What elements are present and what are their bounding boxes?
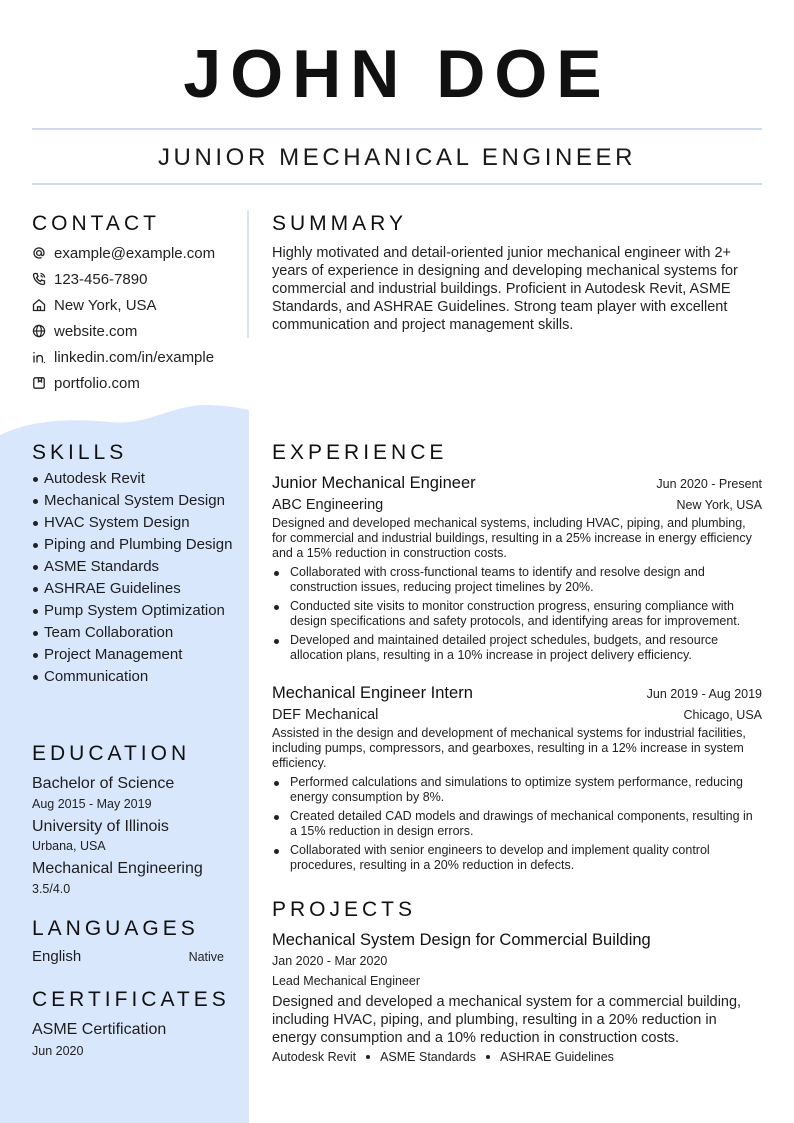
experience-heading: EXPERIENCE: [272, 441, 448, 464]
languages-heading: LANGUAGES: [32, 917, 199, 940]
job-title: Junior Mechanical Engineer: [272, 474, 476, 492]
education-gpa: 3.5/4.0: [32, 882, 71, 896]
header-divider-bottom: [32, 183, 762, 185]
education-degree: Bachelor of Science: [32, 775, 175, 792]
job-bullet: Performed calculations and simulations to optimize system performance, reducing energy consumption by 8%.: [272, 775, 762, 805]
skill-item: Mechanical System Design: [32, 492, 244, 510]
education-dates: Aug 2015 - May 2019: [32, 797, 152, 811]
job-bullet: Created detailed CAD models and drawings of mechanical components, resulting in a 15% reduction in design errors.: [272, 809, 762, 839]
language-item: [32, 948, 224, 965]
contact-linkedin-text: linkedin.com/in/example: [54, 348, 215, 366]
skill-item: Autodesk Revit: [32, 470, 244, 488]
contact-location: [32, 292, 242, 318]
job-title: JUNIOR MECHANICAL ENGINEER: [157, 144, 637, 171]
contact-email[interactable]: [32, 240, 242, 266]
contact-website-text: website.com: [54, 322, 138, 340]
job-company: ABC Engineering: [272, 497, 384, 513]
job-description: Assisted in the design and development of mechanical systems for industrial facilities, including pumps, compressors, and gearboxes, resulting in a 12% increase in system efficiency.: [272, 726, 746, 770]
job-company: DEF Mechanical: [272, 707, 379, 723]
language-level: Native: [188, 950, 224, 964]
job-title: Mechanical Engineer Intern: [272, 684, 473, 702]
job-description: Designed and developed mechanical systems, including HVAC, piping, and plumbing, for commercial and industrial buildings, resulting in a 25% increase in energy efficiency and a 15% reduction in construction costs.: [272, 516, 752, 560]
contact-phone-text: 123-456-7890: [54, 270, 148, 288]
contact-website[interactable]: [32, 318, 242, 344]
project-tag: ASME Standards: [380, 1050, 476, 1064]
education-field: Mechanical Engineering: [32, 860, 203, 877]
home-icon: [32, 298, 46, 312]
job-bullet: Collaborated with senior engineers to develop and implement quality control procedures, resulting in a 20% reduction in defects.: [272, 843, 762, 873]
project-tag: Autodesk Revit: [272, 1050, 357, 1064]
summary-heading: SUMMARY: [272, 212, 407, 235]
project-role: Lead Mechanical Engineer: [272, 974, 421, 988]
contact-portfolio[interactable]: [32, 370, 242, 396]
skill-item: ASHRAE Guidelines: [32, 580, 244, 598]
summary-text: Highly motivated and detail-oriented junior mechanical engineer with 2+ years of experience in designing and developing mechanical systems for commercial and industrial buildings. Proficient in Autodesk Revit, ASME Standards, and ASHRAE Guidelines. Strong team player with excellent communication and project management skills.: [272, 245, 738, 333]
job-bullets: [272, 775, 762, 873]
skill-item: Communication: [32, 668, 244, 686]
skill-item: ASME Standards: [32, 558, 244, 576]
education-entry: [32, 774, 232, 897]
language-name: English: [32, 948, 82, 965]
job-dates: Jun 2020 - Present: [656, 477, 762, 491]
project-description: Designed and developed a mechanical system for a commercial building, including HVAC, piping, and plumbing, resulting in a 20% reduction in energy consumption and a 10% reduction in construction costs.: [272, 994, 742, 1046]
job-dates: Jun 2019 - Aug 2019: [646, 687, 762, 701]
tag-separator-dot: [486, 1055, 490, 1059]
job-location: Chicago, USA: [683, 708, 762, 722]
job-bullets: [272, 565, 762, 663]
job-bullet: Collaborated with cross-functional teams to identify and resolve design and construction issues, reducing project timelines by 20%.: [272, 565, 762, 595]
at-icon: [32, 246, 46, 260]
certificates-heading: CERTIFICATES: [32, 988, 230, 1011]
globe-icon: [32, 324, 46, 338]
job-location: New York, USA: [676, 498, 762, 512]
education-location: Urbana, USA: [32, 839, 106, 853]
skill-item: Team Collaboration: [32, 624, 244, 642]
linkedin-icon: [32, 350, 46, 364]
skill-item: Pump System Optimization: [32, 602, 244, 620]
certificate-date: Jun 2020: [32, 1044, 84, 1058]
contact-phone[interactable]: [32, 266, 242, 292]
column-divider: [247, 210, 249, 338]
skill-item: Project Management: [32, 646, 244, 664]
education-heading: EDUCATION: [32, 742, 191, 765]
project-dates: Jan 2020 - Mar 2020: [272, 954, 388, 968]
skills-list: [32, 470, 244, 690]
skill-item: Piping and Plumbing Design: [32, 536, 244, 554]
contact-email-text: example@example.com: [54, 244, 216, 262]
phone-icon: [32, 272, 46, 286]
skills-heading: SKILLS: [32, 441, 128, 464]
job-entry: [272, 473, 762, 667]
project-entry: [272, 929, 762, 1064]
contact-portfolio-text: portfolio.com: [54, 374, 140, 392]
project-title: Mechanical System Design for Commercial Building: [272, 931, 651, 949]
certificate-item: [32, 1020, 232, 1059]
certificate-name: ASME Certification: [32, 1021, 167, 1038]
job-entry: [272, 683, 762, 877]
portfolio-icon: [32, 376, 46, 390]
job-bullet: Developed and maintained detailed project schedules, budgets, and resource allocation plans, resulting in a 10% increase in project delivery efficiency.: [272, 633, 762, 663]
contact-list: [32, 240, 242, 396]
job-bullet: Conducted site visits to monitor construction progress, ensuring compliance with design specifications and safety protocols, and identifying areas for improvement.: [272, 599, 762, 629]
project-tag: ASHRAE Guidelines: [499, 1050, 614, 1064]
contact-heading: CONTACT: [32, 212, 160, 235]
projects-heading: PROJECTS: [272, 898, 417, 921]
header-divider-top: [32, 128, 762, 130]
contact-location-text: New York, USA: [54, 296, 157, 314]
project-tags: [272, 1050, 762, 1064]
contact-linkedin[interactable]: [32, 344, 242, 370]
tag-separator-dot: [366, 1055, 370, 1059]
candidate-name: JOHN DOE: [183, 36, 611, 112]
education-school: University of Illinois: [32, 818, 169, 835]
skill-item: HVAC System Design: [32, 514, 244, 532]
